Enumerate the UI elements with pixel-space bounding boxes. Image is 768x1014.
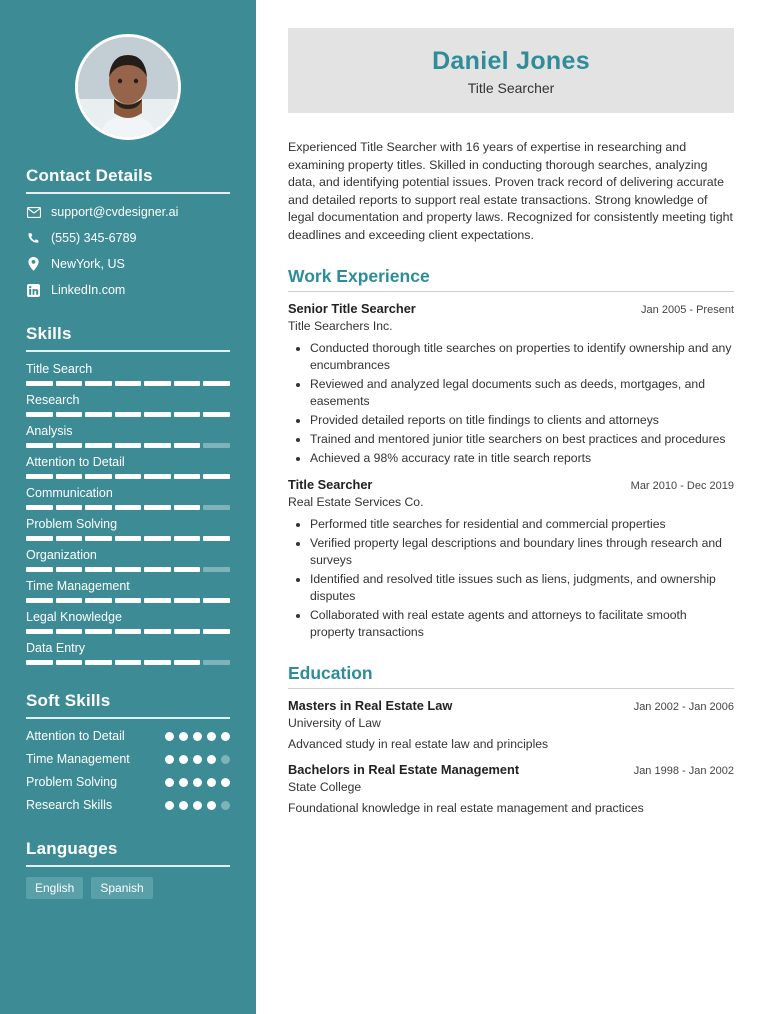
contact-phone-text: (555) 345-6789	[51, 231, 137, 245]
work-experience-divider	[288, 291, 734, 292]
skill-item	[26, 641, 230, 665]
skill-bar-segment	[203, 629, 230, 634]
rating-dot	[221, 732, 230, 741]
rating-dot	[193, 801, 202, 810]
skill-bar-segment	[26, 598, 53, 603]
rating-dot	[165, 801, 174, 810]
skill-bar-segment	[144, 567, 171, 572]
phone-icon	[26, 232, 41, 245]
skill-level-bar	[26, 505, 230, 510]
skill-bar-segment	[56, 474, 83, 479]
skill-level-bar	[26, 474, 230, 479]
main-content	[256, 0, 768, 1014]
skill-bar-segment	[56, 505, 83, 510]
skill-bar-segment	[174, 536, 201, 541]
rating-dot	[193, 732, 202, 741]
skill-bar-segment	[85, 381, 112, 386]
skill-bar-segment	[26, 474, 53, 479]
skills-heading: Skills	[26, 324, 72, 343]
skill-bar-segment	[85, 474, 112, 479]
soft-skill-item	[26, 752, 230, 767]
work-experience-list	[288, 301, 734, 641]
skill-label: Analysis	[26, 424, 73, 438]
skill-bar-segment	[26, 505, 53, 510]
skill-label: Communication	[26, 486, 113, 500]
skill-level-bar	[26, 536, 230, 541]
rating-dot	[221, 801, 230, 810]
rating-dot	[193, 755, 202, 764]
skill-bar-segment	[174, 412, 201, 417]
skill-bar-segment	[26, 660, 53, 665]
education-school: State College	[288, 780, 362, 794]
skill-level-bar	[26, 598, 230, 603]
rating-dot	[165, 778, 174, 787]
contact-item-location[interactable]	[26, 256, 230, 272]
contact-item-phone[interactable]	[26, 230, 230, 246]
skill-label: Data Entry	[26, 641, 86, 655]
rating-dot	[221, 755, 230, 764]
profile-photo-icon	[78, 37, 178, 137]
skill-bar-segment	[56, 536, 83, 541]
skill-bar-segment	[85, 412, 112, 417]
rating-dot	[207, 732, 216, 741]
experience-header	[288, 477, 734, 492]
skill-bar-segment	[85, 536, 112, 541]
language-tag: Spanish	[91, 877, 152, 899]
skill-bar-segment	[144, 598, 171, 603]
contact-details-heading: Contact Details	[26, 166, 153, 185]
skill-bar-segment	[26, 381, 53, 386]
skill-bar-segment	[115, 598, 142, 603]
work-experience-heading: Work Experience	[288, 266, 430, 286]
rating-dot	[179, 801, 188, 810]
soft-skill-rating	[165, 755, 230, 764]
skill-bar-segment	[115, 660, 142, 665]
skill-bar-segment	[56, 629, 83, 634]
education-header	[288, 762, 734, 777]
skill-bar-segment	[115, 567, 142, 572]
skill-bar-segment	[174, 505, 201, 510]
skill-bar-segment	[174, 598, 201, 603]
list-item: • Collaborated with real estate agents and attorneys to facilitate smooth property transactions	[310, 607, 734, 641]
skill-item	[26, 424, 230, 448]
skill-item	[26, 362, 230, 386]
skill-item	[26, 393, 230, 417]
contact-location-text: NewYork, US	[51, 257, 125, 271]
list-item: • Provided detailed reports on title findings to clients and attorneys	[310, 412, 734, 429]
skill-bar-segment	[203, 598, 230, 603]
rating-dot	[165, 755, 174, 764]
name-band	[288, 28, 734, 113]
languages-heading: Languages	[26, 839, 118, 858]
skill-bar-segment	[85, 660, 112, 665]
skill-bar-segment	[174, 629, 201, 634]
profile-summary: Experienced Title Searcher with 16 years of expertise in researching and examining property titles. Skilled in conducting thorough searches, analyzing data, and identifying potential issues. Proven track record of delivering accurate and detailed reports to support real estate transactions. Strong knowledge of legal documentation and property laws. Recognized for consistently meeting tight deadlines and exceeding client expectations.	[288, 140, 733, 242]
skill-bar-segment	[56, 381, 83, 386]
contact-list	[26, 204, 230, 298]
skill-bar-segment	[144, 629, 171, 634]
soft-skill-rating	[165, 801, 230, 810]
skill-label: Time Management	[26, 579, 130, 593]
skill-bar-segment	[85, 629, 112, 634]
soft-skill-rating	[165, 732, 230, 741]
skill-bar-segment	[26, 536, 53, 541]
soft-skill-rating	[165, 778, 230, 787]
soft-skills-list	[26, 729, 230, 813]
education-degree: Masters in Real Estate Law	[288, 698, 453, 713]
experience-item	[288, 477, 734, 641]
skill-level-bar	[26, 567, 230, 572]
education-item	[288, 698, 734, 753]
skills-list	[26, 362, 230, 665]
education-list	[288, 698, 734, 817]
skill-bar-segment	[144, 474, 171, 479]
skill-level-bar	[26, 412, 230, 417]
skill-label: Organization	[26, 548, 97, 562]
list-item: • Identified and resolved title issues such as liens, judgments, and ownership disputes	[310, 571, 734, 605]
contact-linkedin-text: LinkedIn.com	[51, 283, 126, 297]
skill-bar-segment	[174, 660, 201, 665]
rating-dot	[179, 755, 188, 764]
list-item: • Achieved a 98% accuracy rate in title search reports	[310, 450, 734, 467]
linkedin-icon	[26, 284, 41, 297]
education-date: Jan 2002 - Jan 2006	[633, 701, 734, 713]
skill-bar-segment	[26, 443, 53, 448]
skill-bar-segment	[56, 412, 83, 417]
contact-email-text: support@cvdesigner.ai	[51, 205, 179, 219]
experience-date: Mar 2010 - Dec 2019	[630, 480, 734, 492]
list-item: • Performed title searches for residential and commercial properties	[310, 516, 734, 533]
education-school: University of Law	[288, 716, 381, 730]
skill-bar-segment	[203, 567, 230, 572]
skill-bar-segment	[56, 567, 83, 572]
experience-date: Jan 2005 - Present	[641, 304, 734, 316]
rating-dot	[207, 801, 216, 810]
education-degree: Bachelors in Real Estate Management	[288, 762, 520, 777]
rating-dot	[221, 778, 230, 787]
skill-bar-segment	[203, 381, 230, 386]
experience-company: Title Searchers Inc.	[288, 319, 393, 333]
skill-bar-segment	[115, 505, 142, 510]
skill-item	[26, 517, 230, 541]
rating-dot	[179, 732, 188, 741]
experience-company: Real Estate Services Co.	[288, 495, 424, 509]
skill-bar-segment	[203, 536, 230, 541]
skill-bar-segment	[115, 412, 142, 417]
soft-skill-item	[26, 798, 230, 813]
skill-bar-segment	[144, 505, 171, 510]
skill-bar-segment	[26, 629, 53, 634]
soft-skill-label: Time Management	[26, 752, 130, 766]
education-date: Jan 1998 - Jan 2002	[633, 765, 734, 777]
rating-dot	[193, 778, 202, 787]
soft-skill-label: Research Skills	[26, 798, 113, 812]
contact-divider	[26, 192, 230, 194]
contact-item-email[interactable]	[26, 204, 230, 220]
language-tag: English	[26, 877, 83, 899]
skill-label: Title Search	[26, 362, 93, 376]
skill-bar-segment	[56, 660, 83, 665]
skill-bar-segment	[85, 443, 112, 448]
soft-skill-item	[26, 729, 230, 744]
rating-dot	[179, 778, 188, 787]
experience-title: Senior Title Searcher	[288, 301, 416, 316]
skill-bar-segment	[174, 381, 201, 386]
skill-label: Attention to Detail	[26, 455, 125, 469]
page-title: Daniel Jones	[432, 47, 590, 75]
list-item: • Verified property legal descriptions and boundary lines through research and surveys	[310, 535, 734, 569]
education-divider	[288, 688, 734, 689]
skill-item	[26, 610, 230, 634]
rating-dot	[165, 732, 174, 741]
sidebar	[0, 0, 256, 1014]
location-pin-icon	[26, 257, 41, 271]
skill-bar-segment	[203, 660, 230, 665]
skill-level-bar	[26, 629, 230, 634]
skill-bar-segment	[115, 629, 142, 634]
skill-label: Legal Knowledge	[26, 610, 122, 624]
skill-bar-segment	[144, 381, 171, 386]
languages-divider	[26, 865, 230, 867]
skill-item	[26, 548, 230, 572]
skill-bar-segment	[203, 474, 230, 479]
education-description: Foundational knowledge in real estate management and practices	[288, 801, 644, 815]
skill-bar-segment	[144, 412, 171, 417]
experience-item	[288, 301, 734, 467]
job-title: Title Searcher	[467, 80, 555, 96]
skill-item	[26, 486, 230, 510]
skill-bar-segment	[56, 598, 83, 603]
skill-bar-segment	[144, 660, 171, 665]
education-description: Advanced study in real estate law and principles	[288, 737, 549, 751]
soft-skill-label: Problem Solving	[26, 775, 118, 789]
list-item: • Reviewed and analyzed legal documents such as deeds, mortgages, and easements	[310, 376, 734, 410]
skill-bar-segment	[115, 443, 142, 448]
education-item	[288, 762, 734, 817]
languages-list	[26, 877, 230, 899]
skills-divider	[26, 350, 230, 352]
education-header	[288, 698, 734, 713]
list-item: • Conducted thorough title searches on properties to identify ownership and any encumbrances	[310, 340, 734, 374]
list-item: • Trained and mentored junior title searchers on best practices and procedures	[310, 431, 734, 448]
skill-bar-segment	[115, 381, 142, 386]
skill-bar-segment	[115, 474, 142, 479]
rating-dot	[207, 778, 216, 787]
skill-level-bar	[26, 381, 230, 386]
skill-bar-segment	[26, 567, 53, 572]
skill-bar-segment	[144, 536, 171, 541]
skill-level-bar	[26, 660, 230, 665]
soft-skill-item	[26, 775, 230, 790]
skill-bar-segment	[174, 567, 201, 572]
skill-bar-segment	[174, 474, 201, 479]
skill-bar-segment	[174, 443, 201, 448]
soft-skill-label: Attention to Detail	[26, 729, 125, 743]
contact-item-linkedin[interactable]	[26, 282, 230, 298]
avatar-wrap	[26, 34, 230, 140]
skill-bar-segment	[144, 443, 171, 448]
skill-bar-segment	[115, 536, 142, 541]
skill-bar-segment	[85, 567, 112, 572]
skill-item	[26, 579, 230, 603]
skill-item	[26, 455, 230, 479]
skill-bar-segment	[26, 412, 53, 417]
experience-header	[288, 301, 734, 316]
skill-bar-segment	[85, 505, 112, 510]
experience-title: Title Searcher	[288, 477, 373, 492]
avatar	[75, 34, 181, 140]
skill-bar-segment	[203, 443, 230, 448]
soft-skills-divider	[26, 717, 230, 719]
skill-label: Problem Solving	[26, 517, 118, 531]
skill-bar-segment	[56, 443, 83, 448]
experience-bullets	[288, 516, 734, 641]
envelope-icon	[26, 207, 41, 218]
education-heading: Education	[288, 663, 373, 683]
skill-bar-segment	[85, 598, 112, 603]
skill-bar-segment	[203, 505, 230, 510]
soft-skills-heading: Soft Skills	[26, 691, 111, 710]
experience-bullets	[288, 340, 734, 467]
rating-dot	[207, 755, 216, 764]
skill-label: Research	[26, 393, 80, 407]
skill-bar-segment	[203, 412, 230, 417]
skill-level-bar	[26, 443, 230, 448]
